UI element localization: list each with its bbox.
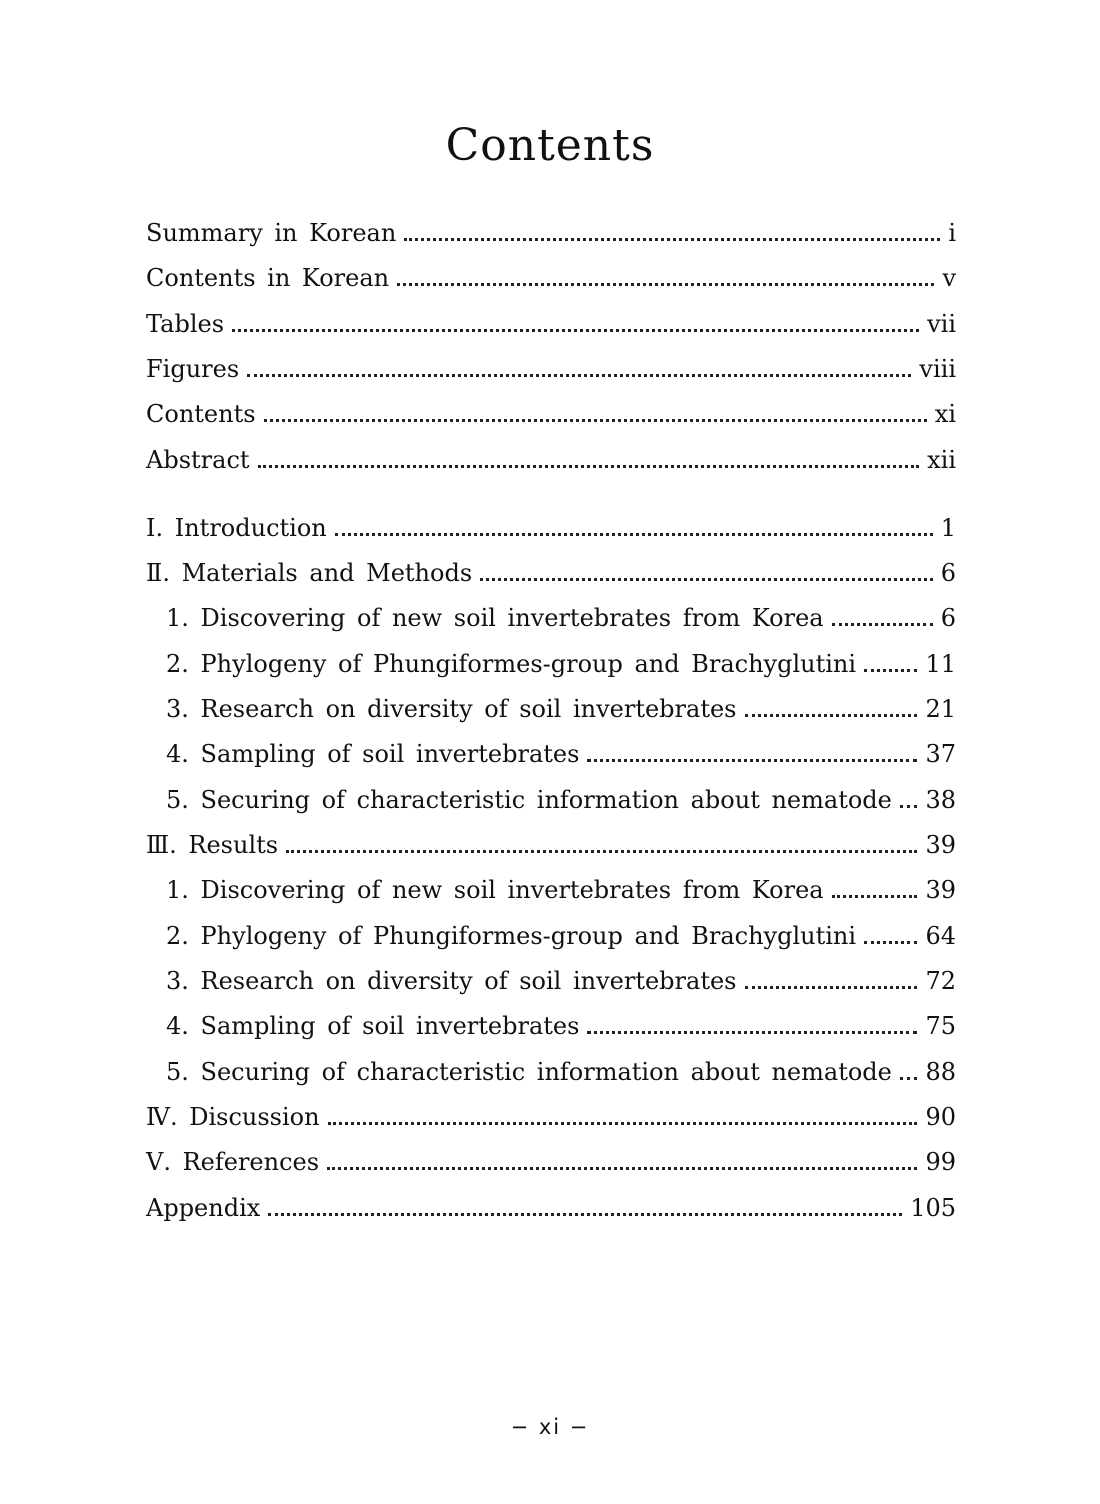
dot-leader [480,578,933,581]
toc-entry-label: 5. Securing of characteristic information about nematode [166,786,892,814]
dot-leader [327,1167,917,1170]
dot-leader [900,805,918,808]
toc-chapter[interactable] [146,827,956,863]
toc-entry-page: 90 [925,1103,956,1131]
toc-entry-label: 2. Phylogeny of Phungiformes-group and Brachyglutini [166,922,857,950]
toc-entry-label: 2. Phylogeny of Phungiformes-group and Brachyglutini [166,650,857,678]
toc-entry-page: v [942,264,956,292]
toc-entry-label: 1. Discovering of new soil invertebrates from Korea [166,604,824,632]
toc-entry-page: xi [934,400,956,428]
toc-entry[interactable] [146,260,956,296]
toc-entry-label: Ⅳ. Discussion [146,1103,320,1131]
dot-leader [745,714,918,717]
toc-chapter[interactable] [146,510,956,546]
dot-leader [864,941,917,944]
toc-entry-page: 11 [925,650,956,678]
toc-entry-label: Ⅱ. Materials and Methods [146,559,473,587]
dot-leader [258,465,920,468]
dot-leader [832,623,933,626]
dot-leader [900,1077,918,1080]
toc-entry-label: Summary in Korean [146,219,397,247]
toc-chapter[interactable] [146,555,956,591]
dot-leader [328,1122,918,1125]
toc-entry-label: 4. Sampling of soil invertebrates [166,1012,580,1040]
dot-leader [247,374,911,377]
toc-entry-label: Abstract [146,446,250,474]
toc-entry-page: 6 [940,604,956,632]
dot-leader [587,759,917,762]
dot-leader [832,895,918,898]
dot-leader [286,850,917,853]
toc-section[interactable] [166,1054,956,1090]
dot-leader [587,1031,917,1034]
toc-section[interactable] [166,918,956,954]
toc-section[interactable] [166,963,956,999]
dot-leader [264,419,927,422]
toc-entry-page: 37 [925,740,956,768]
toc-entry-page: xii [927,446,956,474]
toc-entry-page: 39 [925,876,956,904]
toc-entry-page: 39 [925,831,956,859]
toc-entry-label: Appendix [146,1194,261,1222]
toc-entry-label: Figures [146,355,240,383]
toc-entry[interactable] [146,396,956,432]
toc-section[interactable] [166,646,956,682]
toc-entry-page: 38 [925,786,956,814]
toc-chapter[interactable] [146,1190,956,1226]
toc-entry-label: 3. Research on diversity of soil invertebrates [166,695,737,723]
toc-entry-page: 6 [940,559,956,587]
toc-entry-page: 75 [925,1012,956,1040]
toc-entry[interactable] [146,351,956,387]
toc-chapter[interactable] [146,1144,956,1180]
toc-entry-page: viii [919,355,956,383]
dot-leader [397,283,934,286]
page-title: Contents [445,120,655,171]
toc-entry-page: 99 [925,1148,956,1176]
toc-entry[interactable] [146,215,956,251]
page-number-footer: − xi − [510,1415,590,1439]
toc-entry-label: Contents [146,400,256,428]
toc-entry-label: Ⅴ. References [146,1148,320,1176]
toc-entry-label: Contents in Korean [146,264,390,292]
toc-entry-page: 21 [925,695,956,723]
dot-leader [864,669,917,672]
toc-entry-page: 105 [910,1194,956,1222]
toc-section[interactable] [166,872,956,908]
toc-entry-label: 5. Securing of characteristic information about nematode [166,1058,892,1086]
toc-entry-label: Ⅲ. Results [146,831,279,859]
toc-entry-page: 72 [925,967,956,995]
toc-entry-page: vii [927,310,956,338]
toc-section[interactable] [166,600,956,636]
toc-entry-page: 64 [925,922,956,950]
toc-entry-label: 4. Sampling of soil invertebrates [166,740,580,768]
toc-section[interactable] [166,1008,956,1044]
toc-entry-label: Ⅰ. Introduction [146,514,327,542]
toc-entry-page: 1 [940,514,956,542]
toc-section[interactable] [166,736,956,772]
dot-leader [335,533,933,536]
toc-section[interactable] [166,782,956,818]
toc-section[interactable] [166,691,956,727]
dot-leader [745,986,918,989]
dot-leader [404,238,940,241]
toc-chapter[interactable] [146,1099,956,1135]
toc-entry-page: 88 [925,1058,956,1086]
dot-leader [232,329,919,332]
toc-entry[interactable] [146,306,956,342]
dot-leader [268,1213,902,1216]
toc-entry-label: Tables [146,310,225,338]
toc-entry[interactable] [146,442,956,478]
toc-entry-label: 1. Discovering of new soil invertebrates from Korea [166,876,824,904]
toc-entry-label: 3. Research on diversity of soil invertebrates [166,967,737,995]
toc-entry-page: i [948,219,956,247]
